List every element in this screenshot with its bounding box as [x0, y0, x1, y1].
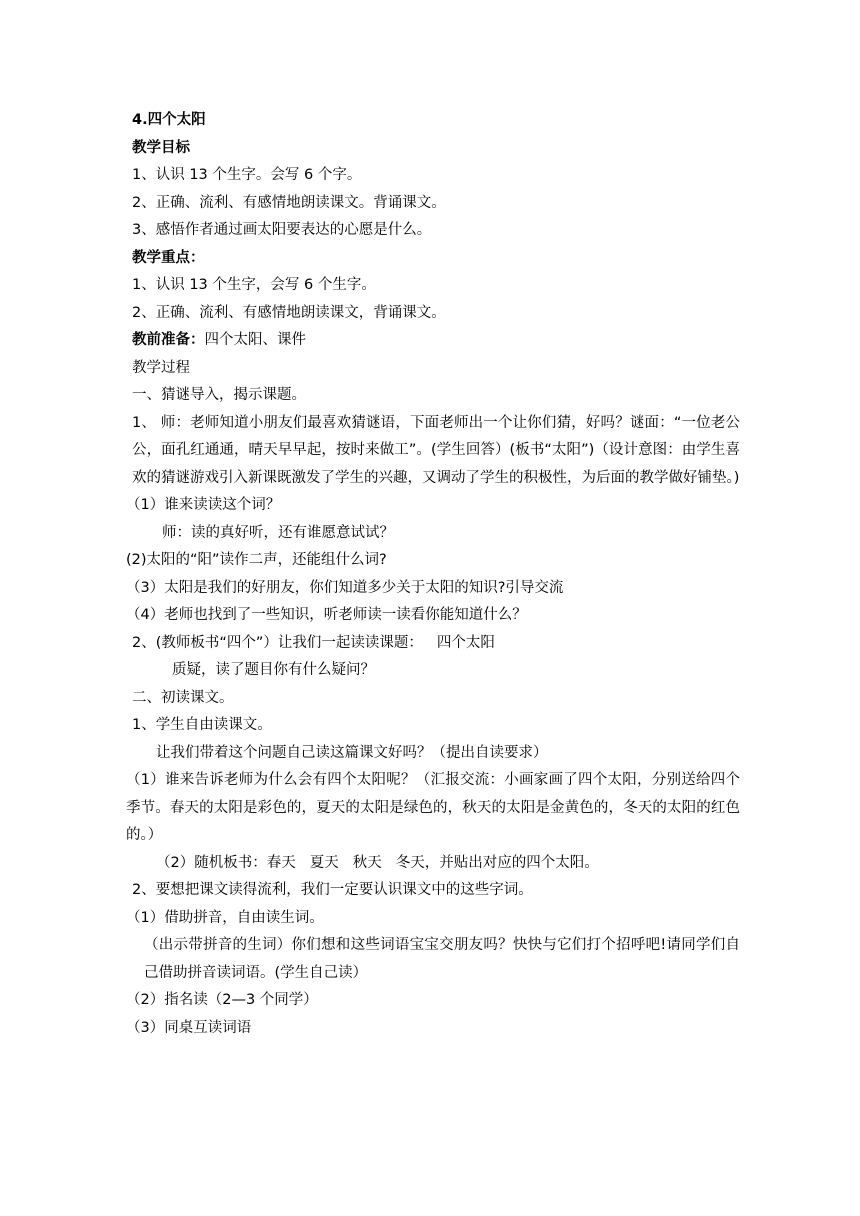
question-line: （4）老师也找到了一些知识，听老师读一读看你能知道什么？ — [126, 607, 527, 623]
question-line: （1）谁来读读这个词？ — [126, 497, 281, 513]
prep-text: 四个太阳、课件 — [204, 332, 306, 348]
key-point: 2、正确、流利、有感情地朗读课文，背诵课文。 — [132, 304, 446, 321]
question-line: （3）同桌互读词语 — [126, 1019, 252, 1036]
lesson-title: 4.四个太阳 — [132, 112, 206, 128]
paragraph: 1、 师：老师知道小朋友们最喜欢猜谜语，下面老师出一个让你们猜，好吗？谜面：“一位老公公，面孔红通通，晴天早早起，按时来做工”。(学生回答）(板书“太阳”)（设计意图：由学生喜欢的猜谜游戏引入新课既激发了学生的兴趣，又调动了学生的积极性，为后面的教学做好铺垫。) — [132, 414, 740, 486]
section-heading: 一、猜谜导入，揭示课题。 — [132, 387, 306, 403]
season-word: 秋天 — [352, 854, 382, 871]
question-line: （1）借助拼音，自由读生词。 — [126, 909, 324, 926]
paragraph-line: 2、要想把课文读得流利，我们一定要认识课文中的这些字词。 — [132, 882, 533, 898]
section-heading: 二、初读课文。 — [132, 689, 234, 706]
prep-line — [132, 327, 740, 355]
question-prompt: 质疑，读了题目你有什么疑问？ — [172, 662, 375, 678]
goal-item: 1、认识 13 个生字。会写 6 个字。 — [132, 167, 362, 183]
season-word: 冬天 — [395, 854, 425, 871]
key-point: 1、认识 13 个生字，会写 6 个生字。 — [132, 277, 376, 293]
prep-label: 教前准备： — [132, 332, 205, 348]
goal-item: 2、正确、流利、有感情地朗读课文。背诵课文。 — [132, 194, 446, 211]
paragraph: （1）谁来告诉老师为什么会有四个太阳呢？（汇报交流：小画家画了四个太阳，分别送给四个季节。春天的太阳是彩色的，夏天的太阳是绿色的，秋天的太阳是金黄色的，冬天的太阳的红色的。） — [126, 772, 740, 843]
process-heading: 教学过程 — [132, 359, 190, 376]
season-word: 春天 — [266, 854, 296, 871]
teacher-reply: 师：读的真好听，还有谁愿意试试？ — [162, 524, 394, 541]
question-line: （3）太阳是我们的好朋友，你们知道多少关于太阳的知识?引导交流 — [126, 579, 564, 596]
lesson-topic: 四个太阳 — [436, 634, 495, 651]
question-line: (2)太阳的“阳”读作二声，还能组什么词? — [126, 552, 387, 568]
goals-heading: 教学目标 — [132, 139, 190, 156]
board-label: （2）随机板书： — [156, 854, 267, 871]
question-line: （2）指名读（2—3 个同学） — [126, 992, 318, 1008]
season-word: 夏天 — [309, 854, 339, 871]
paragraph: （出示带拼音的生词）你们想和这些词语宝宝交朋友吗？快快与它们打个招呼吧!请同学们自己借助拼音读词语。(学生自己读） — [144, 937, 740, 981]
paragraph-text: 2、(教师板书“四个”）让我们一起读读课题： — [132, 634, 423, 651]
paragraph-line: 1、学生自由读课文。 — [132, 717, 272, 733]
board-tail: ，并贴出对应的四个太阳。 — [424, 854, 599, 871]
board-line — [132, 850, 740, 878]
goal-item: 3、感悟作者通过画太阳要表达的心愿是什么。 — [132, 222, 432, 238]
paragraph-line: 让我们带着这个问题自己读这篇课文好吗？（提出自读要求） — [156, 744, 548, 761]
paragraph-line — [132, 630, 740, 658]
key-heading: 教学重点： — [132, 249, 205, 266]
